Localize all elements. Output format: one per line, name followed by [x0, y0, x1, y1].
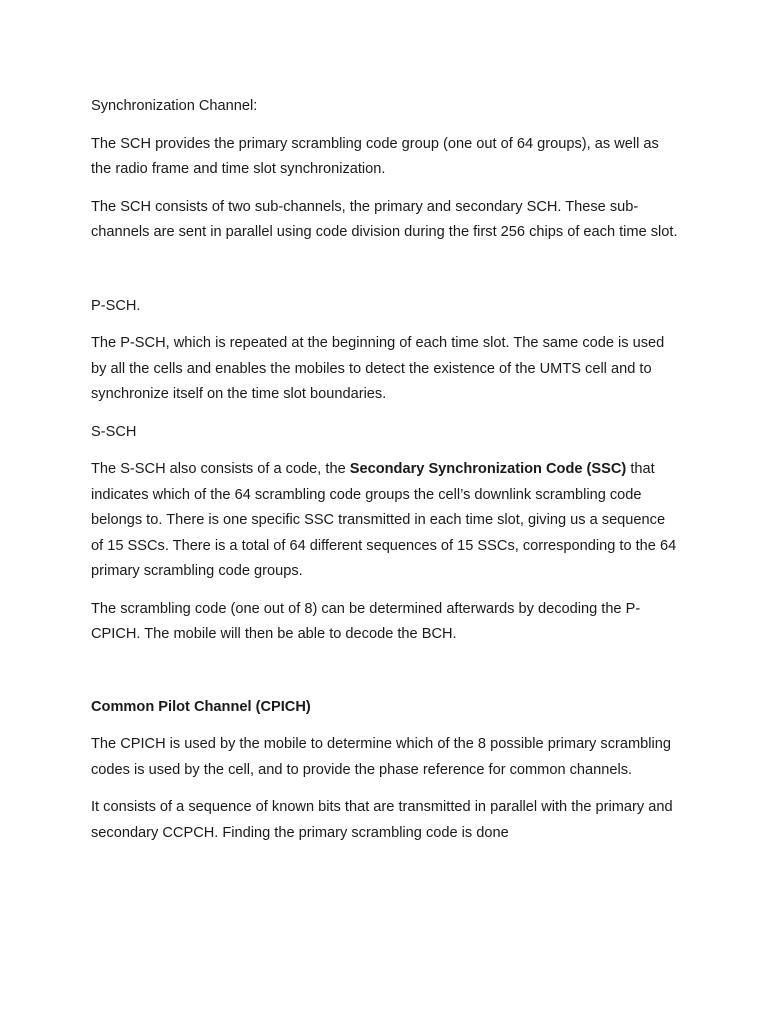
heading-s-sch: S-SCH	[91, 423, 137, 440]
document-page	[91, 94, 681, 846]
paragraph-scrambling-code: The scrambling code (one out of 8) can be determined afterwards by decoding the P-CPICH. The mobile will then be able to decode the BCH.	[91, 600, 641, 642]
heading-common-pilot-channel: Common Pilot Channel (CPICH)	[91, 698, 311, 715]
paragraph-cpich-consists: It consists of a sequence of known bits that are transmitted in parallel with the primary and secondary CCPCH. Finding the primary scrambling code is done	[91, 799, 673, 841]
paragraph-s-sch	[91, 457, 681, 585]
paragraph-s-sch-part-b: that indicates which of the 64 scrambling code groups the cell’s downlink scrambling code belongs to. There is one specific SSC transmitted in each time slot, giving us a sequence of 15 SSCs. There is a total of 64 different sequences of 15 SSCs, corresponding to the 64 primary scrambling code groups.	[91, 461, 677, 579]
ssc-term: Secondary Synchronization Code (SSC)	[349, 461, 627, 477]
paragraph-sch-consists: The SCH consists of two sub-channels, the primary and secondary SCH. These sub-channels are sent in parallel using code division during the first 256 chips of each time slot.	[91, 198, 678, 240]
paragraph-p-sch: The P-SCH, which is repeated at the beginning of each time slot. The same code is used by all the cells and enables the mobiles to detect the existence of the UMTS cell and to synchronize itself on the time slot boundaries.	[91, 335, 665, 402]
paragraph-s-sch-part-a: The S-SCH also consists of a code, the	[91, 461, 350, 477]
paragraph-sch-provides: The SCH provides the primary scrambling code group (one out of 64 groups), as well as the radio frame and time slot synchronization.	[91, 135, 659, 177]
heading-synchronization-channel: Synchronization Channel:	[91, 98, 258, 114]
paragraph-cpich-used: The CPICH is used by the mobile to determine which of the 8 possible primary scrambling codes is used by the cell, and to provide the phase reference for common channels.	[91, 736, 671, 778]
heading-p-sch: P-SCH.	[91, 297, 141, 314]
